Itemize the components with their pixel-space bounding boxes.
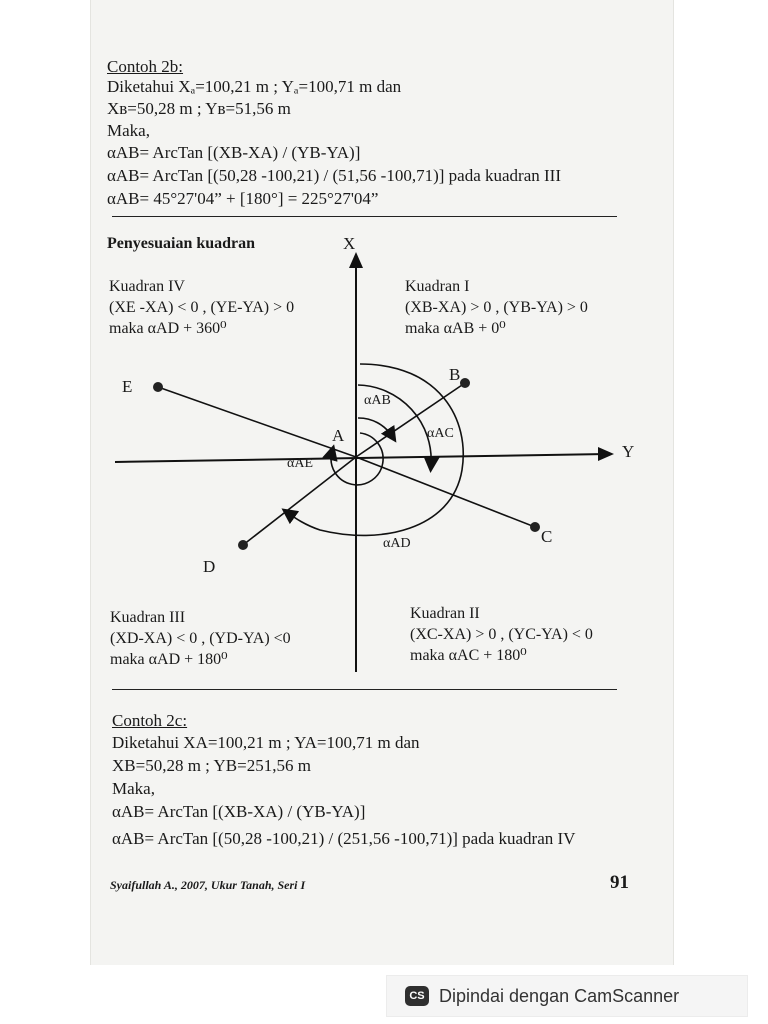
contoh-2c-maka: Maka, bbox=[112, 779, 155, 798]
quadrant-ii-title: Kuadran II bbox=[410, 605, 480, 622]
figure-title: Penyesuaian kuadran bbox=[107, 235, 256, 252]
footer-citation: Syaifullah A., 2007, Ukur Tanah, Seri I bbox=[110, 878, 306, 892]
page-number: 91 bbox=[610, 872, 629, 893]
quadrant-iv-rule: maka αAD + 360⁰ bbox=[109, 320, 227, 337]
contoh-2b-eq3: αAB= 45°27'04” + [180°] = 225°27'04” bbox=[107, 189, 379, 208]
camscanner-badge bbox=[386, 975, 748, 1017]
point-c-label: C bbox=[541, 527, 553, 546]
x-axis-arrow bbox=[349, 252, 363, 268]
quadrant-ii-rule: maka αAC + 180⁰ bbox=[410, 647, 527, 664]
quadrant-iv-block bbox=[109, 276, 294, 339]
angle-label-ab: αAB bbox=[364, 393, 391, 408]
contoh-2c-given-1: Diketahui XA=100,21 m ; YA=100,71 m dan bbox=[112, 733, 420, 752]
contoh-2b-heading: Contoh 2b: bbox=[107, 57, 184, 76]
point-c bbox=[530, 522, 540, 532]
line-ae bbox=[158, 387, 356, 457]
angle-label-ae: αAE bbox=[287, 456, 313, 471]
quadrant-iii-rule: maka αAD + 180⁰ bbox=[110, 651, 228, 668]
quadrant-i-block bbox=[405, 276, 588, 339]
quadrant-i-condition: (XB-XA) > 0 , (YB-YA) > 0 bbox=[405, 299, 588, 316]
camscanner-text: Dipindai dengan CamScanner bbox=[439, 985, 680, 1006]
quadrant-i-rule: maka αAB + 0⁰ bbox=[405, 320, 506, 337]
contoh-2b-eq2: αAB= ArcTan [(50,28 -100,21) / (51,56 -100,71)] pada kuadran III bbox=[107, 166, 561, 185]
y-axis-line bbox=[115, 454, 607, 462]
axis-y-label: Y bbox=[622, 442, 635, 461]
point-a-label: A bbox=[332, 426, 345, 445]
point-e bbox=[153, 382, 163, 392]
quadrant-iii-block bbox=[110, 607, 291, 670]
quadrant-i-title: Kuadran I bbox=[405, 278, 470, 295]
angle-label-ac: αAC bbox=[427, 426, 454, 441]
divider-bottom bbox=[112, 689, 617, 690]
contoh-2c-heading: Contoh 2c: bbox=[112, 711, 188, 730]
contoh-2c-eq2: αAB= ArcTan [(50,28 -100,21) / (251,56 -100,71)] pada kuadran IV bbox=[112, 829, 576, 848]
contoh-2b-eq1: αAB= ArcTan [(XB-XA) / (YB-YA)] bbox=[107, 143, 361, 162]
quadrant-iv-title: Kuadran IV bbox=[109, 278, 185, 295]
quadrant-ii-condition: (XC-XA) > 0 , (YC-YA) < 0 bbox=[410, 626, 593, 643]
point-b-label: B bbox=[449, 365, 461, 384]
point-b bbox=[460, 378, 470, 388]
point-d-label: D bbox=[203, 557, 216, 576]
line-ac bbox=[356, 457, 535, 527]
quadrant-iii-condition: (XD-XA) < 0 , (YD-YA) <0 bbox=[110, 630, 291, 647]
axis-x-label: X bbox=[343, 234, 356, 253]
contoh-2c-given-2: XB=50,28 m ; YB=251,56 m bbox=[112, 756, 311, 775]
point-e-label: E bbox=[122, 377, 133, 396]
contoh-2b-given-2: Xʙ=50,28 m ; Yʙ=51,56 m bbox=[107, 99, 291, 118]
point-d bbox=[238, 540, 248, 550]
y-axis-arrow bbox=[598, 447, 614, 461]
contoh-2c-eq1: αAB= ArcTan [(XB-XA) / (YB-YA)] bbox=[112, 802, 366, 821]
quadrant-iii-title: Kuadran III bbox=[110, 609, 186, 626]
quadrant-iv-condition: (XE -XA) < 0 , (YE-YA) > 0 bbox=[109, 299, 295, 316]
camscanner-logo-icon: CS bbox=[405, 986, 429, 1006]
quadrant-ii-block bbox=[410, 603, 593, 666]
angle-arc-ad bbox=[288, 364, 463, 535]
contoh-2b-maka: Maka, bbox=[107, 121, 150, 140]
angle-label-ad: αAD bbox=[383, 536, 411, 551]
contoh-2b-given-1: Diketahui Xₐ=100,21 m ; Yₐ=100,71 m dan bbox=[107, 77, 402, 96]
